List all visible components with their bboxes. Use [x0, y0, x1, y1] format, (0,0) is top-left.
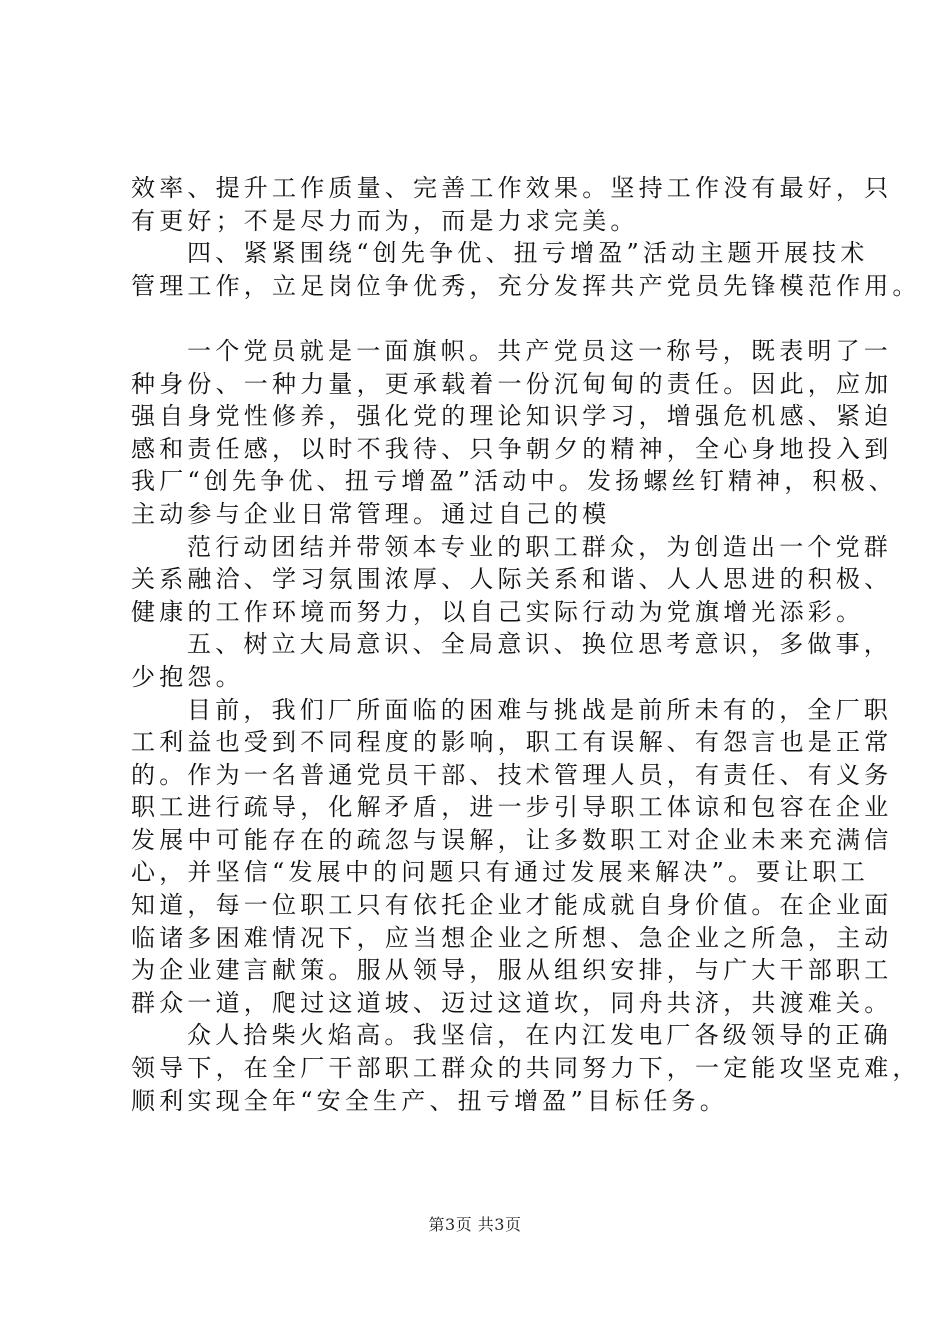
- text-line: 关系融洽、学习氛围浓厚、人际关系和谐、人人思进的积极、: [131, 565, 893, 594]
- text-line: 群众一道，爬过这道坡、迈过这道坎，同舟共济，共渡难关。: [131, 988, 893, 1017]
- text-line: 发展中可能存在的疏忽与误解，让多数职工对企业未来充满信: [131, 825, 893, 854]
- text-line: 工利益也受到不同程度的影响，职工有误解、有怨言也是正常: [131, 728, 893, 757]
- text-line: 职工进行疏导，化解矛盾，进一步引导职工体谅和包容在企业: [131, 793, 893, 822]
- paragraph-start: 一个党员就是一面旗帜。共产党员这一称号，既表明了一: [187, 336, 892, 365]
- text-line: 种身份、一种力量，更承载着一份沉甸甸的责任。因此，应加: [131, 369, 893, 398]
- text-line: 知道，每一位职工只有依托企业才能成就自身价值。在企业面: [131, 891, 893, 920]
- text-line: 为企业建言献策。服从领导，服从组织安排，与广大干部职工: [131, 956, 893, 985]
- paragraph-start: 众人拾柴火焰高。我坚信，在内江发电厂各级领导的正确: [187, 1021, 892, 1050]
- blank-line: [131, 302, 821, 335]
- document-body: [131, 172, 921, 1117]
- text-line: 强自身党性修养，强化党的理论知识学习，增强危机感、紧迫: [131, 402, 893, 431]
- paragraph-start: 目前，我们厂所面临的困难与挑战是前所未有的，全厂职: [187, 695, 892, 724]
- section-heading-5: 五、树立大局意识、全局意识、换位思考意识，多做事，: [187, 630, 892, 659]
- text-line: 有更好；不是尽力而为，而是力求完美。: [131, 206, 639, 235]
- text-line: 领导下，在全厂干部职工群众的共同努力下，一定能攻坚克难，: [131, 1054, 921, 1083]
- paragraph-start: 范行动团结并带领本专业的职工群众，为创造出一个党群: [187, 532, 892, 561]
- text-line: 临诸多困难情况下，应当想企业之所想、急企业之所急，主动: [131, 923, 893, 952]
- page-number-footer: 第3页 共3页: [428, 1215, 522, 1234]
- text-line: 少抱怨。: [131, 662, 244, 691]
- text-line: 健康的工作环境而努力，以自己实际行动为党旗增光添彩。: [131, 597, 865, 626]
- text-line: 的。作为一名普通党员干部、技术管理人员，有责任、有义务: [131, 760, 893, 789]
- text-line: 感和责任感，以时不我待、只争朝夕的精神，全心身地投入到: [131, 434, 893, 463]
- text-line: 心，并坚信“发展中的问题只有通过发展来解决”。要让职工: [131, 858, 869, 887]
- text-line: 主动参与企业日常管理。通过自己的模: [131, 499, 611, 528]
- section-heading-4: 四、紧紧围绕“创先争优、扭亏增盈”活动主题开展技术: [187, 239, 869, 268]
- text-line: 顺利实现全年“安全生产、扭亏增盈”目标任务。: [131, 1086, 728, 1115]
- text-line: 我厂“创先争优、扭亏增盈”活动中。发扬螺丝钉精神，积极、: [131, 467, 898, 496]
- text-line: 管理工作，立足岗位争优秀，充分发挥共产党员先锋模范作用。: [131, 271, 921, 300]
- text-line: 效率、提升工作质量、完善工作效果。坚持工作没有最好，只: [131, 174, 893, 202]
